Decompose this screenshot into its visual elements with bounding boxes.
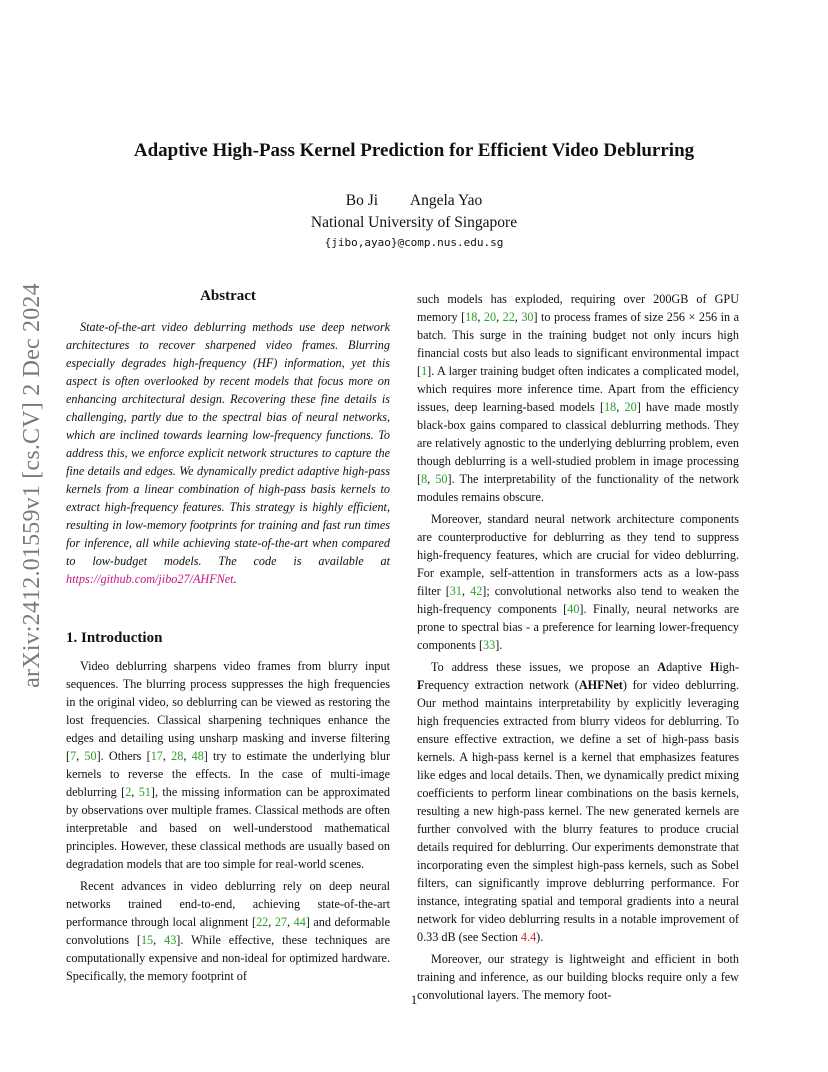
citation-link[interactable]: 50: [435, 472, 448, 486]
citation-link[interactable]: 20: [483, 310, 497, 324]
intro-paragraph-1: Video deblurring sharpens video frames from blurry input sequences. The blurring process suppresses the high frequencies in the original video, so deblurring can be viewed as restoring the lost frequencies. Classical sharpening techniques enhance the edges and detailing using unsharp masking and inverse filtering [7, 50]. Others [17, 28, 48] try to estimate the underlying blur kernels to reverse the effects. In the case of multi-image deblurring [2, 51], the missing information can be approximated by observations over multiple frames. Classical methods are often interpretable and based on well-understood mathematical principles. However, these classical methods are usually based on degradation models that are too simple for real-world scenes.: [66, 659, 391, 871]
author-name: Angela Yao: [409, 192, 483, 209]
affiliation: National University of Singapore: [310, 214, 518, 231]
section-reference-link[interactable]: 4.4: [520, 930, 537, 944]
citation-link[interactable]: 18: [604, 400, 617, 414]
abstract-heading: Abstract: [200, 288, 256, 304]
body-paragraph: Moreover, standard neural network architecture components are counterproductive for deblurring as they tend to suppress high-frequency features, which are crucial for video deblurring. For example, self-attention in transformers acts as a low-pass filter [31, 42]; convolutional networks also tend to weaken the high-frequency components [40]. Finally, neural networks are prone to spectral bias - a preference for learning lower-frequency components [33].: [417, 512, 739, 652]
citation-link[interactable]: 30: [521, 310, 534, 324]
body-paragraph-continued: such models has exploded, requiring over 200GB of GPU memory [18, 20, 22, 30] to process frames of size 256 × 256 in a batch. This surge in the training budget not only incurs high financial costs but also leads to significant environmental impact [1]. A larger training budget often indicates a complicated model, which requires more inference time. Apart from the efficiency issues, deep learning-based models [18, 20] have made mostly black-box gains compared to classical deblurring methods. They are relatively agnostic to the underlying deblurring problem, even though deblurring is a well-studied problem in image processing [8, 50]. The interpretability of the functionality of the network modules remains obscure.: [417, 292, 739, 504]
citation-link[interactable]: 15: [140, 933, 154, 947]
citation-link[interactable]: 42: [470, 584, 483, 598]
citation-link[interactable]: 31: [449, 584, 462, 598]
citation-link[interactable]: 48: [191, 749, 204, 763]
section-heading-introduction: 1. Introduction: [66, 630, 163, 646]
author-list: [0, 192, 828, 210]
citation-link[interactable]: 33: [483, 638, 496, 652]
citation-link[interactable]: 20: [624, 400, 637, 414]
paper-title: Adaptive High-Pass Kernel Prediction for Efficient Video Deblurring: [133, 140, 695, 161]
citation-link[interactable]: 17: [150, 749, 163, 763]
citation-link[interactable]: 40: [567, 602, 580, 616]
citation-link[interactable]: 44: [293, 915, 306, 929]
citation-link[interactable]: 1: [421, 364, 428, 378]
body-paragraph: To address these issues, we propose an Adaptive High-Frequency extraction network (AHFNet) for video deblurring. Our method maintains interpretability by explicitly leveraging high frequencies extracted from blurry videos for deblurring. To ensure effective extraction, we define a set of high-pass basis kernels. A high-pass kernel is a kernel that emphasizes features like edges and local details. Then, we dynamically predict mixing coefficients to perform linear combinations on the basis kernels, resulting a new high-pass kernel. The new generated kernels are further convolved with the blurry features to produce crucial details required for deblurring. Our experiments demonstrate that incorporating even the simplest high-pass kernels, such as Sobel filters, can significantly improve deblurring performance. For instance, integrating spatial and temporal gradients into a neural network for video deblurring results in a notable improvement of 0.33 dB (see Section 4.4).: [417, 660, 740, 944]
abstract-text: State-of-the-art video deblurring methods use deep network architectures to recover sharpened video frames. Blurring especially degrades high-frequency (HF) information, yet this aspect is often overlooked by recent models that focus more on enhancing architectural design. Recovering these fine details is challenging, partly due to the spectral bias of neural networks, which are inclined towards learning low-frequency functions. To address this, we enforce explicit network structures to capture the fine details and edges. We dynamically predict adaptive high-pass kernels from a linear combination of high-pass basis kernels to extract high-frequency features. This strategy is highly efficient, resulting in low-memory footprints for training and fast run times for inference, all while achieving state-of-the-art when compared to low-budget models. The code is available at https://github.com/jibo27/AHFNet.: [66, 320, 390, 586]
arxiv-identifier-text: arXiv:2412.01559v1 [cs.CV] 2 Dec 2024: [18, 282, 45, 688]
arxiv-identifier-stamp: [10, 282, 54, 688]
right-column: [417, 290, 739, 1008]
citation-link[interactable]: 51: [138, 785, 151, 799]
intro-paragraph-2: Recent advances in video deblurring rely on deep neural networks trained end-to-end, achieving state-of-the-art performance through local alignment [22, 27, 44] and deformable convolutions [15, 43]. While effective, these techniques are computationally expensive and non-ideal for optimized hardware. Specifically, the memory footprint of: [66, 879, 391, 983]
citation-link[interactable]: 28: [171, 749, 184, 763]
citation-link[interactable]: 50: [84, 749, 97, 763]
citation-link[interactable]: 2: [125, 785, 132, 799]
page-number: 1: [410, 992, 418, 1007]
code-link[interactable]: https://github.com/jibo27/AHFNet: [66, 572, 234, 586]
body-paragraph: Moreover, our strategy is lightweight and efficient in both training and inference, as our building blocks require only a few convolutional layers. The memory foot-: [417, 952, 739, 1002]
left-column: [66, 288, 390, 989]
author-name: Bo Ji: [345, 192, 379, 209]
citation-link[interactable]: 27: [274, 915, 288, 929]
citation-link[interactable]: 22: [256, 915, 269, 929]
citation-link[interactable]: 18: [465, 310, 478, 324]
citation-link[interactable]: 22: [502, 310, 515, 324]
citation-link[interactable]: 43: [164, 933, 177, 947]
citation-link[interactable]: 7: [70, 749, 77, 763]
citation-link[interactable]: 8: [421, 472, 428, 486]
author-email: {jibo,ayao}@comp.nus.edu.sg: [324, 236, 504, 249]
